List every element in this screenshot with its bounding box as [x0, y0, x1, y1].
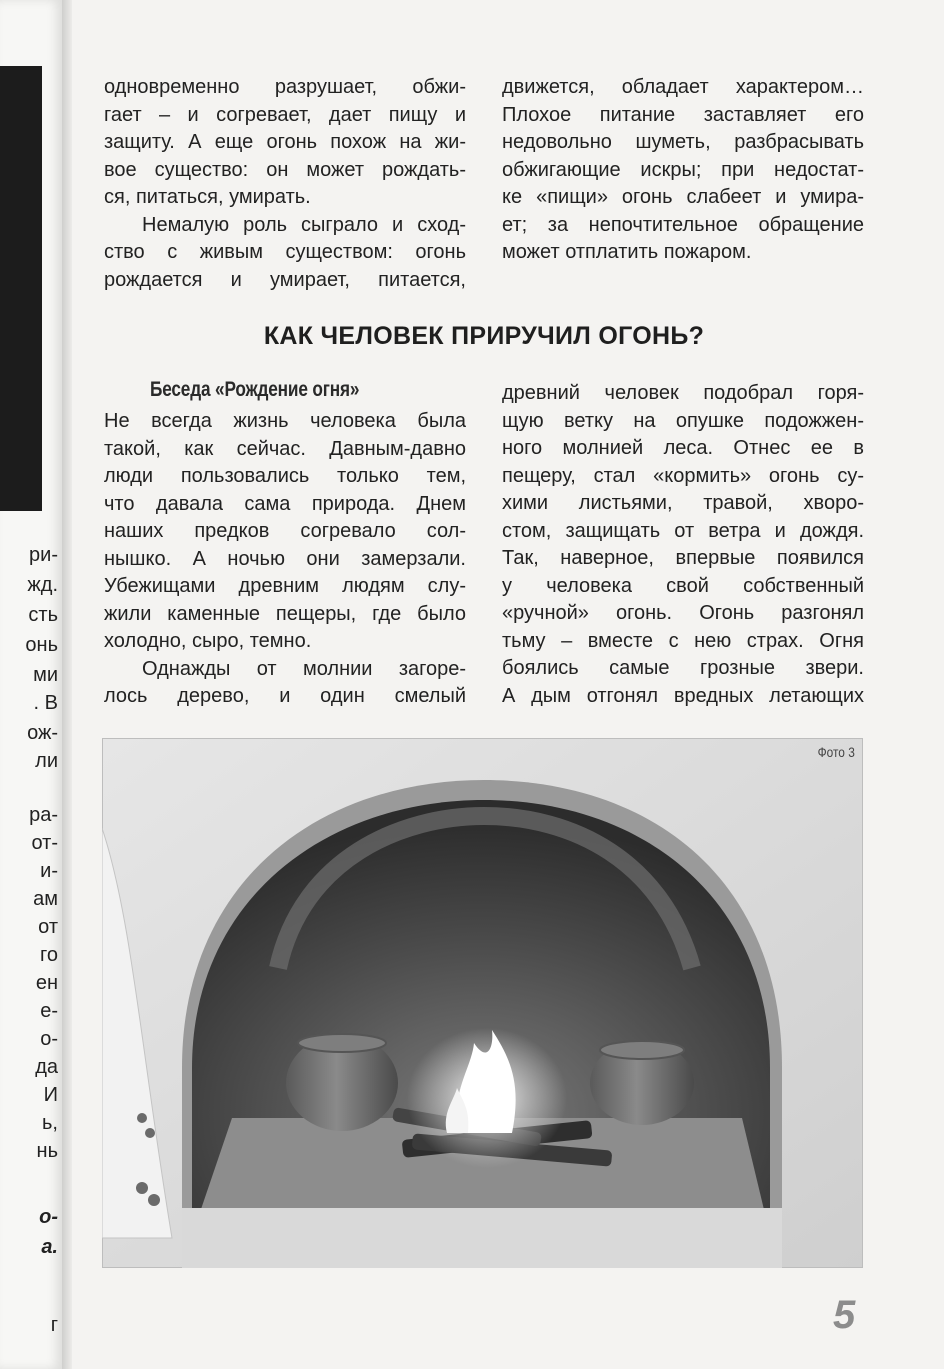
body-right-column: [502, 380, 864, 710]
text-line: Не всегда жизнь человека была: [104, 410, 466, 432]
section-heading: КАК ЧЕЛОВЕК ПРИРУЧИЛ ОГОНЬ?: [263, 322, 705, 350]
text-line: Однажды от молнии загоре-: [142, 657, 466, 680]
subheading: Беседа «Рождение огня»: [150, 378, 360, 401]
text-line: ся, питаться, умирать.: [104, 186, 311, 208]
photo-label: Фото 3: [817, 744, 855, 760]
adjacent-text-fragment: онь: [25, 634, 58, 656]
text-line: Немалую роль сыграло и сход-: [142, 213, 466, 236]
text-line: недовольно шуметь, разбрасывать: [502, 131, 864, 153]
text-line: гает – и согревает, дает пищу и: [104, 103, 466, 126]
adjacent-text-fragment: о-: [39, 1206, 58, 1228]
text-line: защиту. А еще огонь похож на жи-: [104, 131, 466, 153]
text-line: А дым отгонял вредных летающих: [502, 684, 864, 707]
text-line: древний человек подобрал горя-: [502, 382, 864, 404]
fire-flame: [407, 1028, 567, 1168]
text-line: движется, обладает характером…: [502, 76, 864, 98]
adjacent-text-fragment: ми: [33, 664, 58, 686]
adjacent-text-fragment: ри-: [29, 544, 58, 566]
text-line: ство с живым существом: огонь: [104, 241, 466, 263]
adjacent-text-fragment: ам: [33, 888, 58, 910]
adjacent-text-fragment: го: [40, 944, 58, 966]
text-line: у человека свой собственный: [502, 574, 864, 597]
adjacent-page-dark-block: [0, 66, 42, 511]
adjacent-text-fragment: нь: [36, 1140, 58, 1162]
text-line: ет; за непочтительное обращение: [502, 213, 864, 236]
adjacent-text-fragment: от: [38, 916, 58, 938]
text-line: наших предков согревало сол-: [104, 520, 466, 542]
top-right-column: [502, 74, 864, 267]
text-line: может отплатить пожаром.: [502, 241, 752, 263]
fireplace-illustration: [102, 738, 863, 1268]
text-line: одновременно разрушает, обжи-: [104, 76, 466, 98]
text-line: «ручной» огонь. Огонь разгонял: [502, 602, 864, 624]
adjacent-text-fragment: И: [43, 1084, 58, 1106]
adjacent-text-fragment: о-: [40, 1028, 58, 1050]
text-line: тьму – вместе с нею страх. Огня: [502, 629, 864, 652]
adjacent-text-fragment: ь,: [42, 1112, 58, 1134]
adjacent-page: [0, 0, 62, 1369]
text-line: боялись самые грозные звери.: [502, 657, 864, 679]
adjacent-text-fragment: от-: [31, 832, 58, 854]
adjacent-text-fragment: е-: [40, 1000, 58, 1022]
text-line: Плохое питание заставляет его: [502, 103, 864, 126]
book-spine: [62, 0, 72, 1369]
text-line: лось дерево, и один смелый: [104, 685, 466, 707]
adjacent-text-fragment: . В: [33, 692, 58, 714]
adjacent-text-fragment: да: [35, 1056, 58, 1078]
text-line: ного молнией леса. Отнес ее в: [502, 437, 864, 459]
text-line: хими листьями, травой, хворо-: [502, 492, 864, 514]
adjacent-text-fragment: ра-: [29, 804, 58, 826]
text-line: такой, как сейчас. Давным-давно: [104, 437, 466, 460]
top-left-column: [104, 74, 466, 294]
fireplace-photo: [102, 738, 863, 1268]
adjacent-text-fragment: а.: [41, 1236, 58, 1258]
text-line: пещеру, стал «кормить» огонь су-: [502, 464, 864, 487]
text-line: Убежищами древним людям слу-: [104, 575, 466, 597]
text-line: люди пользовались только тем,: [104, 465, 466, 487]
text-line: рождается и умирает, питается,: [104, 268, 466, 291]
text-line: ке «пищи» огонь слабеет и умира-: [502, 186, 864, 208]
text-line: холодно, сыро, темно.: [104, 630, 312, 652]
adjacent-text-fragment: ож-: [27, 722, 58, 744]
text-line: обжигающие искры; при недостат-: [502, 158, 864, 181]
adjacent-text-fragment: г: [50, 1314, 58, 1336]
adjacent-text-fragment: жд.: [27, 574, 58, 596]
text-line: что давала сама природа. Днем: [104, 492, 466, 515]
body-left-column: [104, 408, 466, 711]
text-line: жили каменные пещеры, где было: [104, 602, 466, 625]
text-line: стом, защищать от ветра и дождя.: [502, 519, 864, 542]
adjacent-text-fragment: и-: [40, 860, 58, 882]
adjacent-text-fragment: ен: [35, 972, 58, 994]
adjacent-text-fragment: ли: [35, 750, 58, 772]
adjacent-text-fragment: сть: [28, 604, 58, 626]
text-line: Так, наверное, впервые появился: [502, 547, 864, 569]
page-number: 5: [833, 1293, 856, 1337]
text-line: нышко. А ночью они замерзали.: [104, 547, 466, 570]
text-line: вое существо: он может рождать-: [104, 158, 466, 181]
text-line: щую ветку на опушке подожжен-: [502, 409, 864, 432]
